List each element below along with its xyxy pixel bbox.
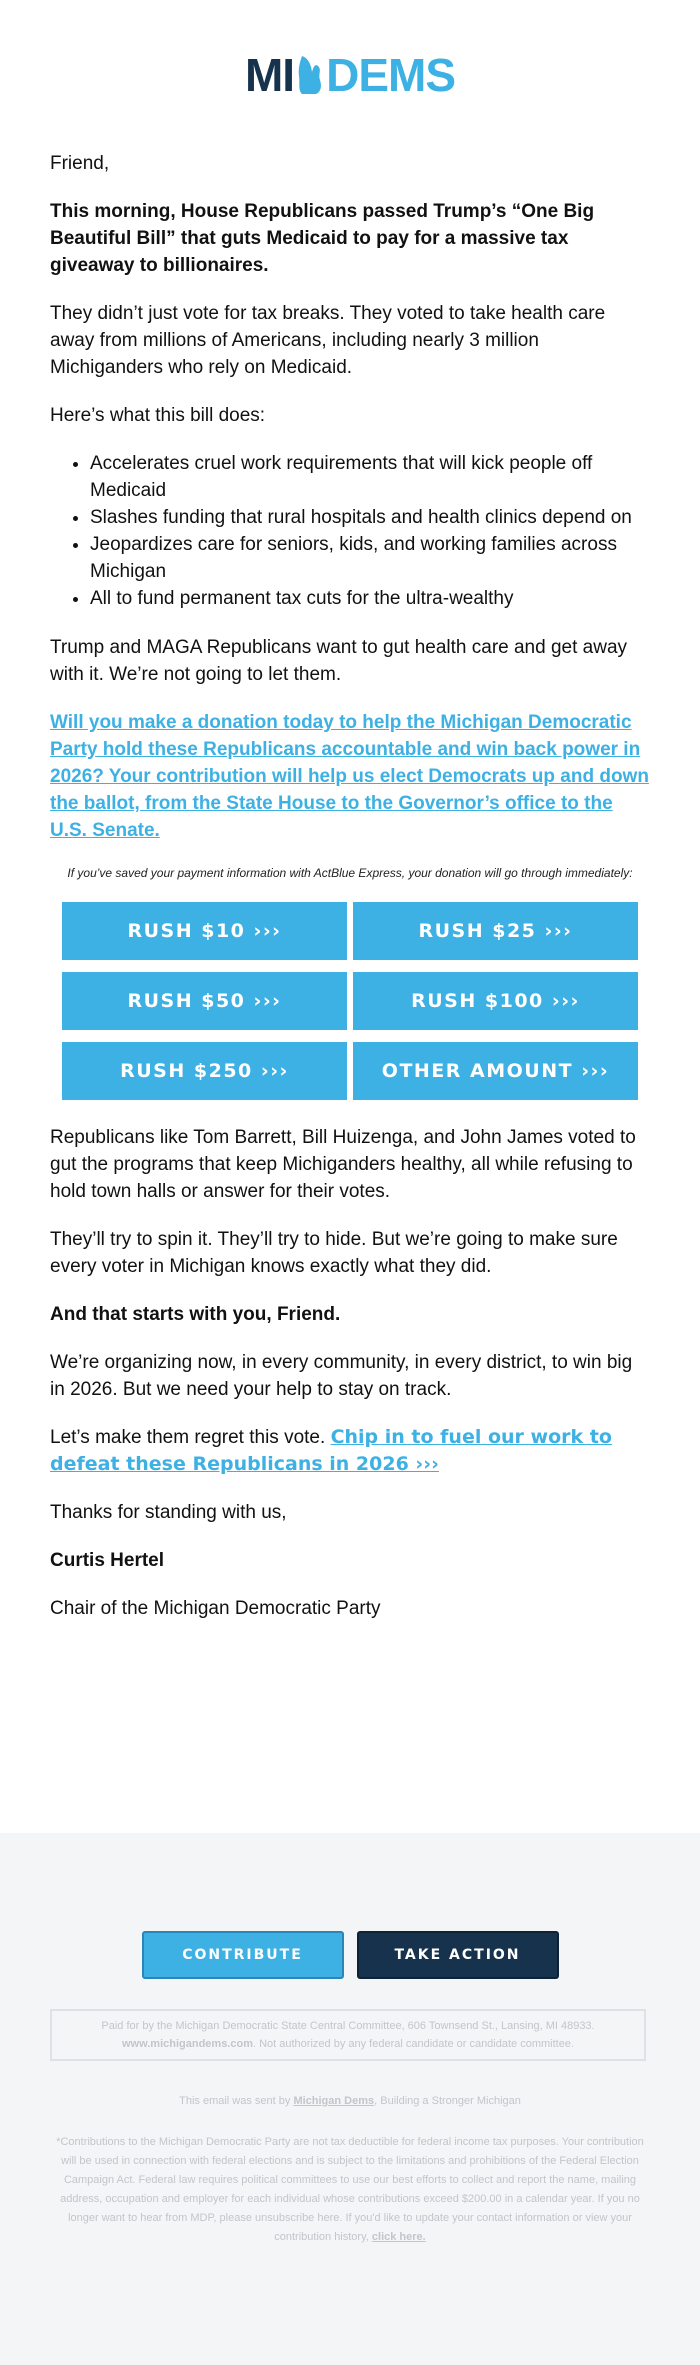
website-link[interactable]: www.michigandems.com	[121, 2038, 253, 2050]
actblue-express-note: If you’ve saved your payment information with ActBlue Express, your donation will go through immediately:	[67, 866, 633, 880]
logo-dems-text: DEMS	[326, 49, 455, 101]
greeting: Friend,	[50, 153, 110, 174]
rush-100-button[interactable]: RUSH $100 ›››	[353, 972, 638, 1030]
other-amount-button[interactable]: OTHER AMOUNT ›››	[353, 1042, 638, 1100]
list-item: • Slashes funding that rural hospitals and health clinics depend on	[90, 504, 650, 531]
donation-button-grid	[50, 902, 650, 1100]
bill-effects-list	[50, 450, 650, 612]
list-item: • Jeopardizes care for seniors, kids, and working families across Michigan	[90, 531, 650, 585]
paragraph-5: They’ll try to spin it. They’ll try to hide. But we’re going to make sure every voter in Michigan knows exactly what they did.	[50, 1229, 618, 1277]
header	[0, 0, 700, 150]
paragraph-4: Republicans like Tom Barrett, Bill Huizenga, and John James voted to gut the programs that keep Michiganders healthy, all while refusing to hold town halls or answer for their votes.	[50, 1127, 636, 1202]
chip-in-link[interactable]: Chip in to fuel our work to defeat these Republicans in 2026 ›››	[50, 1426, 612, 1475]
list-item: • Accelerates cruel work requirements that will kick people off Medicaid	[90, 450, 650, 504]
take-action-button[interactable]: TAKE ACTION	[357, 1931, 559, 1979]
michigan-dems-link[interactable]: Michigan Dems	[293, 2095, 375, 2107]
paragraph-8: Let’s make them regret this vote. Chip in to fuel our work to defeat these Republicans in 2026 ›››	[50, 1426, 612, 1475]
paragraph-6: And that starts with you, Friend.	[50, 1304, 341, 1325]
paragraph-3: Trump and MAGA Republicans want to gut health care and get away with it. We’re not going to let them.	[50, 637, 628, 685]
signer-title: Chair of the Michigan Democratic Party	[50, 1598, 381, 1619]
sent-by-line: This email was sent by Michigan Dems, Building a Stronger Michigan	[179, 2095, 521, 2107]
rush-25-button[interactable]: RUSH $25 ›››	[353, 902, 638, 960]
legal-disclaimer: *Contributions to the Michigan Democratic Party are not tax deductible for federal income tax purposes. Your contribution will be used in connection with federal elections and is subject to the limitations and prohibitions of the Federal Election Campaign Act. Federal law requires political committees to use our best efforts to collect and report the name, mailing address, occupation and employer for each individual whose contributions exceed $200.00 in a calendar year. If you no longer want to hear from MDP, please unsubscribe here. If you'd like to update your contact information or view your contribution history, click here.	[56, 2136, 644, 2243]
click-here-link[interactable]: click here.	[371, 2231, 426, 2243]
donate-paragraph	[50, 709, 650, 844]
paragraph-1: They didn’t just vote for tax breaks. They voted to take health care away from millions of Americans, including nearly 3 million Michiganders who rely on Medicaid.	[50, 303, 606, 378]
email-body	[0, 150, 700, 1622]
rush-50-button[interactable]: RUSH $50 ›››	[62, 972, 347, 1030]
mi-dems-logo[interactable]	[245, 48, 455, 102]
signoff: Thanks for standing with us,	[50, 1502, 287, 1523]
footer	[0, 1833, 700, 2365]
footer-buttons	[0, 1931, 700, 1979]
michigan-mitten-icon	[296, 54, 324, 96]
lead-paragraph: This morning, House Republicans passed Trump’s “One Big Beautiful Bill” that guts Medicaid to pay for a massive tax giveaway to billionaires.	[50, 201, 595, 276]
rush-250-button[interactable]: RUSH $250 ›››	[62, 1042, 347, 1100]
logo-mi-text: MI	[244, 49, 295, 101]
contribute-button[interactable]: CONTRIBUTE	[142, 1931, 344, 1979]
paragraph-7: We’re organizing now, in every community, in every district, to win big in 2026. But we need your help to stay on track.	[50, 1352, 633, 1400]
list-item: • All to fund permanent tax cuts for the ultra-wealthy	[90, 585, 650, 612]
paragraph-2: Here’s what this bill does:	[50, 405, 266, 426]
donate-link[interactable]: Will you make a donation today to help the Michigan Democratic Party hold these Republicans accountable and win back power in 2026? Your contribution will help us elect Democrats up and down the ballot, from the State House to the Governor’s office to the U.S. Senate.	[50, 712, 649, 841]
rush-10-button[interactable]: RUSH $10 ›››	[62, 902, 347, 960]
paid-for-disclaimer: Paid for by the Michigan Democratic State Central Committee, 606 Townsend St., Lansing, MI 48933. www.michigandems.com. Not authorized by any federal candidate or candidate committee.	[50, 2009, 646, 2061]
signer-name: Curtis Hertel	[50, 1550, 165, 1571]
